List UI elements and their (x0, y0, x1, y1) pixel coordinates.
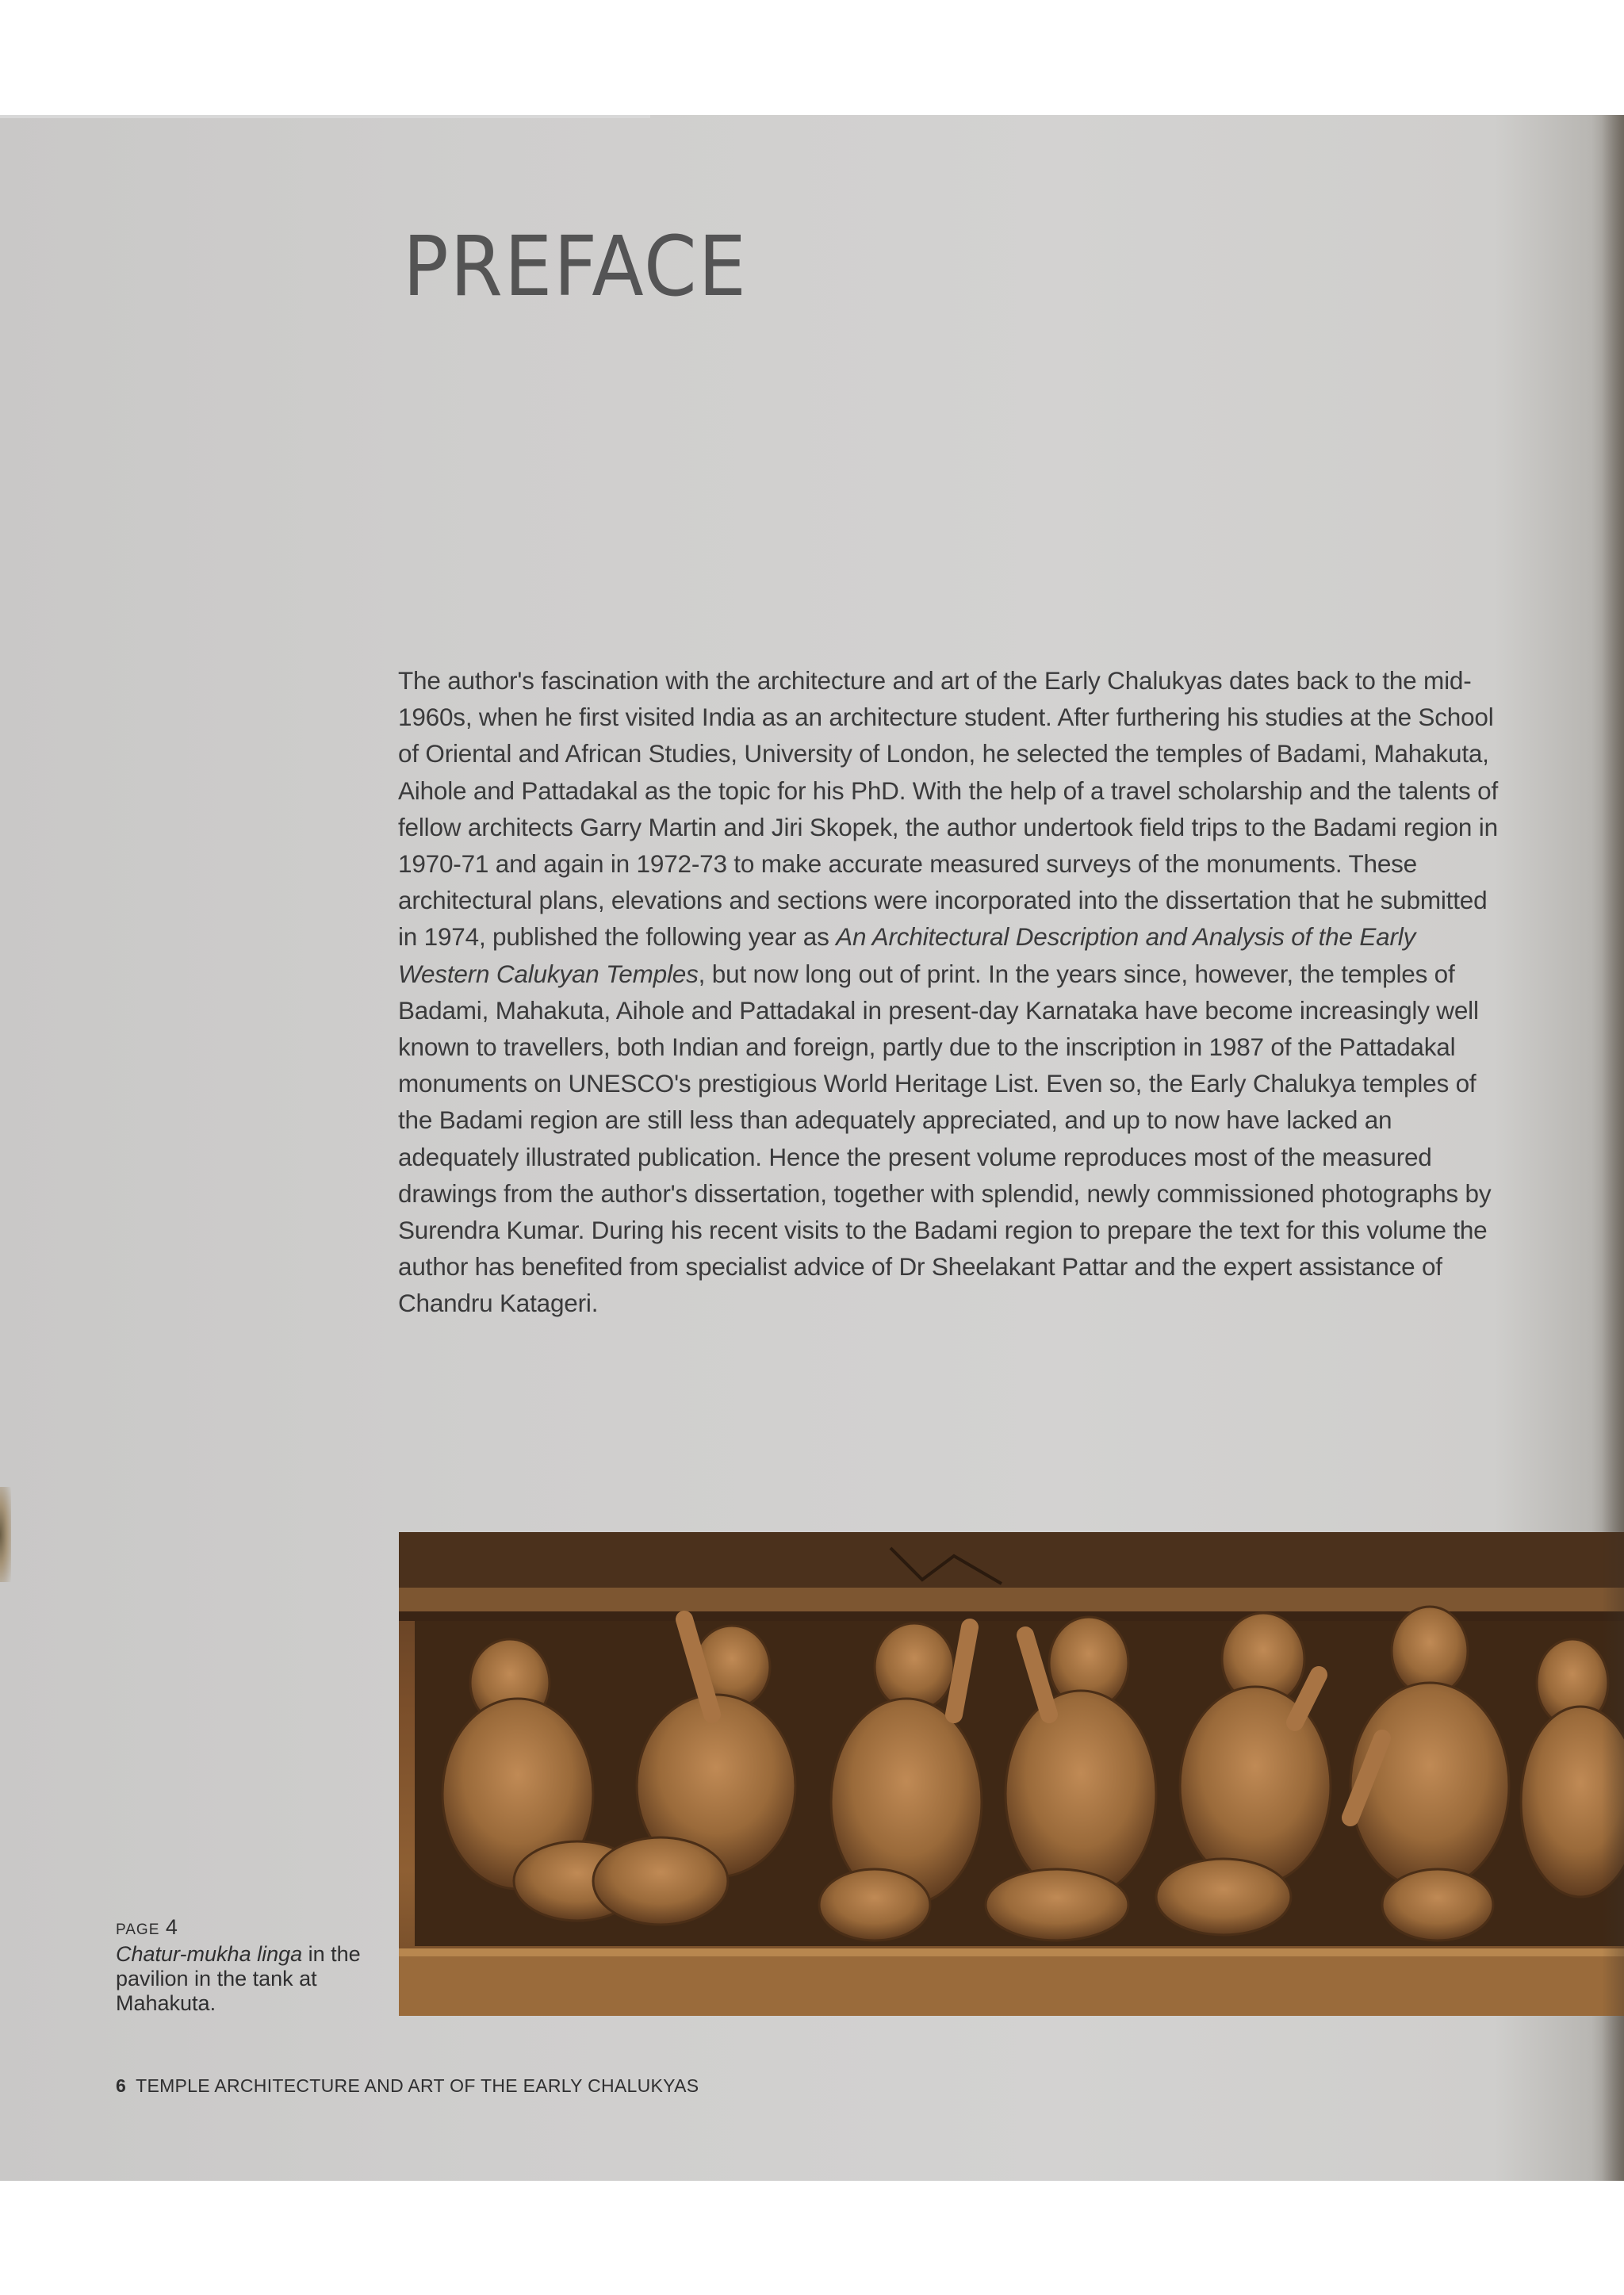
book-page (0, 115, 1624, 2181)
binding-fold (0, 1487, 11, 1582)
caption-text: in the pavilion in the tank at Mahakuta. (116, 1942, 361, 2015)
page-edge-shadow (1602, 115, 1624, 2181)
caption-page-number: 4 (165, 1915, 178, 1939)
page-title: PREFACE (403, 218, 748, 315)
book-title: An Architectural Description and Analysis of the Early Western Calukyan Temples (398, 922, 1416, 988)
preface-text-part2: , but now long out of print. In the years since, however, the temples of Badami, Mahakuta, Aihole and Pattadakal in present-day Karnataka have become increasingly well known to travellers, both Indian and foreign, partly due to the inscription in 1987 of the Pattadakal monuments on UNESCO's prestigious World Heritage List. Even so, the Early Chalukya temples of the Badami region are still less than adequately appreciated, and up to now have lacked an adequately illustrated publication. Hence the present volume reproduces most of the measured drawings from the author's dissertation, together with splendid, newly commissioned photographs by Surendra Kumar. During his recent visits to the Badami region to prepare the text for this volume the author has benefited from specialist advice of Dr Sheelakant Pattar and the expert assistance of Chandru Katageri. (398, 959, 1492, 1318)
page-footer (116, 2075, 699, 2097)
footer-running-title: TEMPLE ARCHITECTURE AND ART OF THE EARLY CHALUKYAS (136, 2075, 699, 2096)
footer-page-number: 6 (116, 2075, 127, 2096)
caption-subject: Chatur-mukha linga (116, 1942, 303, 1966)
preface-paragraph (398, 662, 1500, 1322)
preface-text-part1: The author's fascination with the architecture and art of the Early Chalukyas dates back to the mid-1960s, when he first visited India as an architecture student. After furthering his studies at the School of Oriental and African Studies, University of London, he selected the temples of Badami, Mahakuta, Aihole and Pattadakal as the topic for his PhD. With the help of a travel scholarship and the talents of fellow architects Garry Martin and Jiri Skopek, the author undertook field trips to the Badami region in 1970-71 and again in 1972-73 to make accurate measured surveys of the monuments. These architectural plans, elevations and sections were incorporated into the dissertation that he submitted in 1974, published the following year as (398, 666, 1499, 952)
photo-caption (116, 1915, 370, 2016)
carved-frieze-image (399, 1532, 1624, 2016)
relief-photograph (399, 1532, 1624, 2016)
caption-page-label: PAGE (116, 1921, 160, 1938)
page-top-edge (0, 115, 650, 118)
